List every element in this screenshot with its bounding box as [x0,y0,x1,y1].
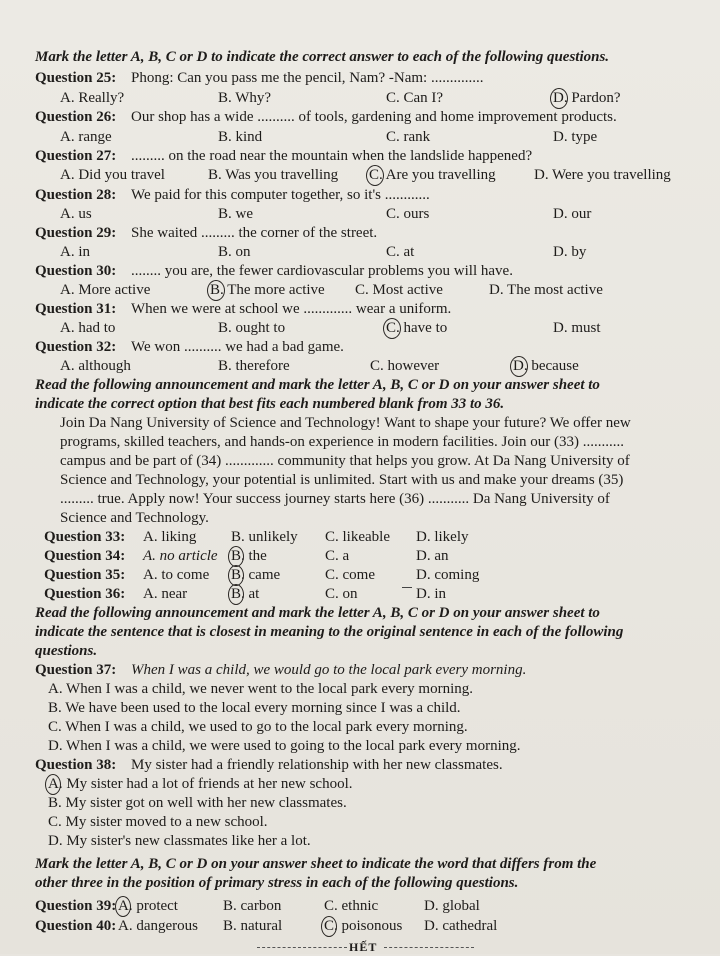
option-c[interactable]: C. Most active [355,282,443,298]
option-c[interactable]: C. Are you travelling [369,167,496,183]
option-b[interactable]: B. We have been used to the local every morning since I was a child. [48,700,461,716]
option-d[interactable]: D. Were you travelling [534,167,671,183]
footer-rule-right [384,947,474,948]
option-d[interactable]: D. our [553,206,592,222]
option-b[interactable]: B. Was you travelling [208,167,339,183]
option-a[interactable]: A. in [60,244,90,260]
option-a[interactable]: A. us [60,206,92,222]
option-b[interactable]: B. we [218,206,253,222]
option-b[interactable]: B. Why? [218,90,272,106]
option-c[interactable]: C. have to [386,320,448,336]
option-b[interactable]: B. ought to [218,320,286,336]
option-b[interactable]: B. natural [223,918,283,934]
option-c[interactable]: C. come [325,567,375,583]
option-c[interactable]: C. ethnic [324,898,379,914]
option-d[interactable]: D. global [424,898,480,914]
option-d[interactable]: D. likely [416,529,469,545]
option-a[interactable]: A. no article [143,548,218,564]
option-c[interactable]: C. ours [386,206,430,222]
option-b[interactable]: B. unlikely [231,529,298,545]
option-d[interactable]: D. Pardon? [553,90,621,106]
option-c[interactable]: C. My sister moved to a new school. [48,814,268,830]
option-a[interactable]: A. dangerous [118,918,198,934]
option-b[interactable]: B. My sister got on well with her new classmates. [48,795,347,811]
option-a[interactable]: A. liking [143,529,197,545]
option-a[interactable]: A. My sister had a lot of friends at her new school. [48,776,353,792]
option-d[interactable]: D. When I was a child, we were used to going to the local park every morning. [48,738,521,754]
option-a[interactable]: A. protect [118,898,178,914]
option-a[interactable]: A. When I was a child, we never went to the local park every morning. [48,681,473,697]
option-d[interactable]: D. cathedral [424,918,498,934]
option-b[interactable]: B. carbon [223,898,282,914]
option-d[interactable]: D. an [416,548,449,564]
option-c[interactable]: C. Can I? [386,90,444,106]
option-a[interactable]: A. Did you travel [60,167,165,183]
option-a[interactable]: A. although [60,358,131,374]
footer-rule-left [257,947,347,948]
option-a[interactable]: A. range [60,129,112,145]
option-b[interactable]: B. on [218,244,251,260]
option-a[interactable]: A. near [143,586,188,602]
option-c[interactable]: C. at [386,244,415,260]
option-b[interactable]: B. at [231,586,260,602]
option-d[interactable]: D. by [553,244,587,260]
option-a[interactable]: A. to come [143,567,210,583]
option-b[interactable]: B. The more active [210,282,325,298]
option-a[interactable]: A. had to [60,320,116,336]
option-b[interactable]: B. kind [218,129,263,145]
option-b[interactable]: B. therefore [218,358,290,374]
option-c[interactable]: C. on [325,586,358,602]
option-c[interactable]: C. however [370,358,440,374]
end-marker: HẾT [349,940,378,954]
option-c[interactable]: C. poisonous [324,918,403,934]
option-c[interactable]: C. When I was a child, we used to go to the local park every morning. [48,719,468,735]
answer-mark [402,587,412,588]
option-b[interactable]: B. came [231,567,281,583]
option-d[interactable]: D. must [553,320,601,336]
option-d[interactable]: D. in [416,586,446,602]
option-c[interactable]: C. likeable [325,529,390,545]
exam-page: Mark the letter A, B, C or D to indicate the correct answer to each of the following questions. Question 25: Phong: Can you pass me the pencil, Nam? -Nam: .............. A. Really? B. Why? C. Can I? D. Pardon? Question 26: Our shop has a wide .......... of tools, gardening and home improvement products. A. range B. kind C. rank D. type Question 27: ......... on the road near the mountain when the landslide happened? A. Did you travel B. Was you travelling C. Are you travelling D. Were you travelling Question 28: We paid for this computer together, so it's ............ A. us B. we C. ours D. our Question 29: She waited ......... the corner of the street. A. in B. on C. at D. by Question 30: ........ you are, the fewer cardiovascular problems you will have. A. More active B. The more active C. Most active D. The most active Question 31: When we were at school we ............. wear a uniform. A. had to B. ought to C. have to D. must Question 32: We won .......... we had a bad game. A. although B. therefore C. however D. because Read the following announcement and mark the letter A, B, C or D on your answer sheet to indicate the correct option that best fits each numbered blank from 33 to 36. Join Da Nang University of Science and Technology! Want to shape your future? We offer new programs, skilled teachers, and hands-on experience in modern facilities. Join our (33) ........... campus and be part of (34) ............. community that helps you grow. At Da Nang University of Science and Technology, your potential is unlimited. Start with us and make your dreams (35) ......... true. Apply now! Your success journey starts here (36) ........... Da Nang University of Science and Technology. Question 33: A. liking B. unlikely C. likeable D. likely Question 34: A. no article B. the C. a D. an Question 35: A. to come B. came C. come D. coming Question 36: A. near B. at C. on D. in Read the following announcement and mark the letter A, B, C or D on your answer sheet to indicate the sentence that is closest in meaning to the original sentence in each of the following questions. Question 37: When I was a child, we would go to the local park every morning. A. When I was a child, we never went to the local park every morning. B. We have been used to the local every morning since I was a child. C. When I was a child, we used to go to the local park every morning. D. When I was a child, we were used to going to the local park every morning. Question 38: My sister had a friendly relationship with her new classmates. A. My sister had a lot of friends at her new school. B. My sister got on well with her new classmates. C. My sister moved to a new school. D. My sister's new classmates like her a lot. Mark the letter A, B, C or D on your answer sheet to indicate the word that differs from the other three in the position of primary stress in each of the following questions. Question 39: A. protect B. carbon C. ethnic D. global Question 40: A. dangerous B. natural C. poisonous D. cathedral HẾT [0,0,720,954]
option-b[interactable]: B. the [231,548,267,564]
option-d[interactable]: D. My sister's new classmates like her a lot. [48,833,311,849]
option-c[interactable]: C. rank [386,129,431,145]
option-c[interactable]: C. a [325,548,350,564]
option-a[interactable]: A. More active [60,282,151,298]
option-d[interactable]: D. type [553,129,598,145]
option-d[interactable]: D. because [513,358,579,374]
option-a[interactable]: A. Really? [60,90,125,106]
option-d[interactable]: D. coming [416,567,480,583]
option-d[interactable]: D. The most active [489,282,603,298]
